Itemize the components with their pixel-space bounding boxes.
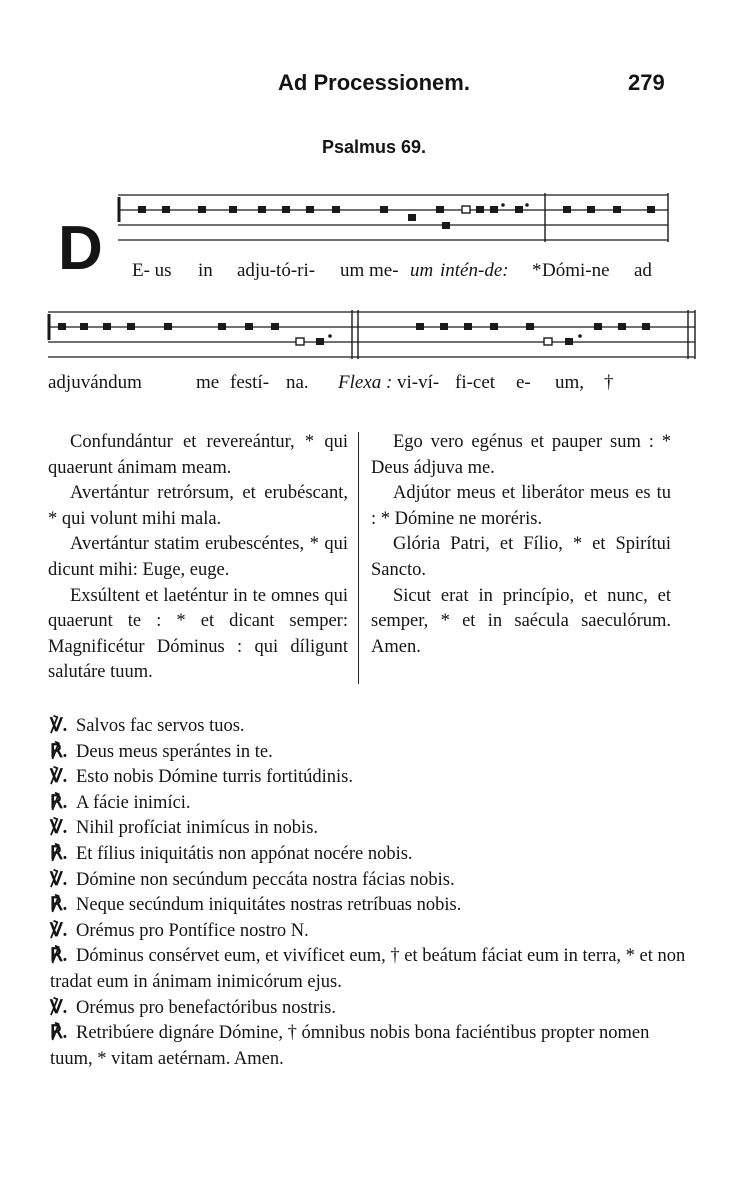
- chant-syllable: Flexa :: [338, 372, 393, 393]
- chant-syllable: adju-tó-ri-: [237, 260, 316, 281]
- chant-syllable: vi-ví-: [397, 372, 440, 393]
- neume: [544, 338, 552, 345]
- versicle-symbol: ℣.: [50, 920, 68, 941]
- mora-dot: [578, 334, 582, 338]
- response-line: [50, 842, 690, 868]
- neume: [245, 323, 253, 330]
- response-symbol: ℟.: [50, 792, 68, 813]
- neume: [440, 323, 448, 330]
- versicle-symbol: ℣.: [50, 997, 68, 1018]
- neume: [565, 338, 573, 345]
- neume: [332, 206, 340, 213]
- neume: [464, 323, 472, 330]
- neume: [442, 222, 450, 229]
- versicle-symbol: ℣.: [50, 716, 68, 736]
- chant-syllable: ad: [634, 260, 652, 281]
- neume: [490, 323, 498, 330]
- neume: [271, 323, 279, 330]
- response-text: Et fílius iniquitátis non appónat nocére nobis.: [76, 843, 413, 864]
- chant-syllable: na.: [286, 372, 309, 393]
- chant-syllable: *: [532, 260, 542, 281]
- response-symbol: ℟.: [50, 741, 68, 762]
- mora-dot: [501, 203, 505, 207]
- response-line: [50, 893, 690, 919]
- neume: [316, 338, 324, 345]
- chant-syllable: intén-de:: [440, 260, 509, 281]
- neume: [490, 206, 498, 213]
- versicle-symbol: ℣.: [50, 869, 68, 890]
- versicle-line: [50, 714, 690, 740]
- response-text: A fácie inimíci.: [76, 792, 191, 813]
- neume: [436, 206, 444, 213]
- psalm-verse: Exsúltent et laeténtur in te omnes qui quaerunt te : * et dicant semper: Magnificétur Dóminus : qui díligunt salutáre tuum.: [48, 585, 348, 683]
- running-header-title: Ad Processionem.: [278, 70, 470, 95]
- psalm-verse: Adjútor meus et liberátor meus es tu : * Dómine ne moréris.: [371, 483, 671, 529]
- mora-dot: [525, 203, 529, 207]
- chant-syllable: in: [198, 260, 213, 281]
- neume: [164, 323, 172, 330]
- chant-syllable: me-: [369, 260, 399, 281]
- chant-syllable: Dómi-ne: [542, 260, 610, 281]
- psalm-verse: Glória Patri, et Fílio, * et Spirítui Sancto.: [371, 534, 671, 580]
- versicle-line: [50, 868, 690, 894]
- response-text: Dóminus consérvet eum, et vivíficet eum, † et beátum fáciat eum in terra, * et non tradat eum in ánimam inimicórum ejus.: [50, 946, 686, 992]
- neume: [587, 206, 595, 213]
- response-symbol: ℟.: [50, 946, 68, 967]
- chant-syllable: me: [196, 372, 220, 393]
- psalm-verse: Sicut erat in princípio, et nunc, et semper, * et in saécula saeculórum. Amen.: [371, 585, 671, 657]
- neume: [258, 206, 266, 213]
- neume: [476, 206, 484, 213]
- page-number: 279: [628, 70, 665, 95]
- neume: [138, 206, 146, 213]
- versicle-text: Dómine non secúndum peccáta nostra fácias nobis.: [76, 869, 455, 890]
- versicle-line: [50, 996, 690, 1022]
- versicle-text: Salvos fac servos tuos.: [76, 716, 245, 736]
- response-text: Neque secúndum iniquitátes nostras retríbuas nobis.: [76, 895, 462, 916]
- versicle-text: Orémus pro Pontífice nostro N.: [76, 920, 309, 941]
- chant-staff-2: [48, 310, 695, 359]
- versicle-line: [50, 919, 690, 945]
- psalm-title: Psalmus 69.: [321, 137, 427, 157]
- neume: [103, 323, 111, 330]
- neume: [306, 206, 314, 213]
- versicle-text: Nihil profíciat inimícus in nobis.: [76, 818, 319, 839]
- response-symbol: ℟.: [50, 843, 68, 864]
- column-divider: [358, 432, 359, 684]
- neume: [218, 323, 226, 330]
- psalm-verse: Ego vero egénus et pauper sum : * Deus ádjuva me.: [371, 432, 671, 478]
- response-line: [50, 1021, 690, 1072]
- neume: [526, 323, 534, 330]
- psalm-verse: Confundántur et revereántur, * qui quaerunt ánimam meam.: [48, 432, 348, 478]
- versicle-text: Orémus pro benefactóribus nostris.: [76, 997, 336, 1018]
- response-symbol: ℟.: [50, 1023, 68, 1044]
- psalm-right-column: [371, 430, 671, 660]
- response-line: [50, 791, 690, 817]
- response-line: [50, 740, 690, 766]
- psalm-verse: Avertántur statim erubescéntes, * qui dicunt mihi: Euge, euge.: [48, 534, 348, 580]
- response-text: Retribúere dignáre Dómine, † ómnibus nobis bona faciéntibus propter nomen tuum, * vitam aetérnam. Amen.: [50, 1023, 650, 1069]
- chant-syllable: E- us: [132, 260, 172, 281]
- response-symbol: ℟.: [50, 895, 68, 916]
- neume: [594, 323, 602, 330]
- versicles-block: [50, 714, 690, 1072]
- neume: [198, 206, 206, 213]
- chant-staff-1: [118, 193, 668, 242]
- chant-syllable: um: [410, 260, 434, 281]
- neume: [162, 206, 170, 213]
- chant-syllable: fi-cet: [455, 372, 496, 393]
- neume: [229, 206, 237, 213]
- neume: [613, 206, 621, 213]
- mora-dot: [328, 334, 332, 338]
- neume: [515, 206, 523, 213]
- neume: [380, 206, 388, 213]
- neume: [416, 323, 424, 330]
- neume: [127, 323, 135, 330]
- psalm-verse: Avertántur retrórsum, et erubéscant, * qui volunt mihi mala.: [48, 483, 348, 529]
- chant-syllable: festí-: [230, 372, 270, 393]
- neume: [462, 206, 470, 213]
- response-text: Deus meus sperántes in te.: [76, 741, 273, 762]
- neume: [563, 206, 571, 213]
- chant-syllable: †: [604, 372, 614, 393]
- neume: [618, 323, 626, 330]
- neume: [642, 323, 650, 330]
- neume: [296, 338, 304, 345]
- neume: [58, 323, 66, 330]
- neume: [408, 214, 416, 221]
- versicle-symbol: ℣.: [50, 767, 68, 788]
- chant-syllable: e-: [516, 372, 531, 393]
- neume: [282, 206, 290, 213]
- psalm-left-column: [48, 430, 348, 686]
- versicle-text: Esto nobis Dómine turris fortitúdinis.: [76, 767, 353, 788]
- versicle-line: [50, 816, 690, 842]
- chant-syllable: um,: [555, 372, 585, 393]
- chant-initial-letter: D: [58, 214, 103, 283]
- versicle-line: [50, 765, 690, 791]
- chant-syllable: um: [340, 260, 365, 281]
- chant-syllable: adjuvándum: [48, 372, 142, 393]
- response-line: [50, 944, 690, 995]
- neume: [80, 323, 88, 330]
- neume: [647, 206, 655, 213]
- versicle-symbol: ℣.: [50, 818, 68, 839]
